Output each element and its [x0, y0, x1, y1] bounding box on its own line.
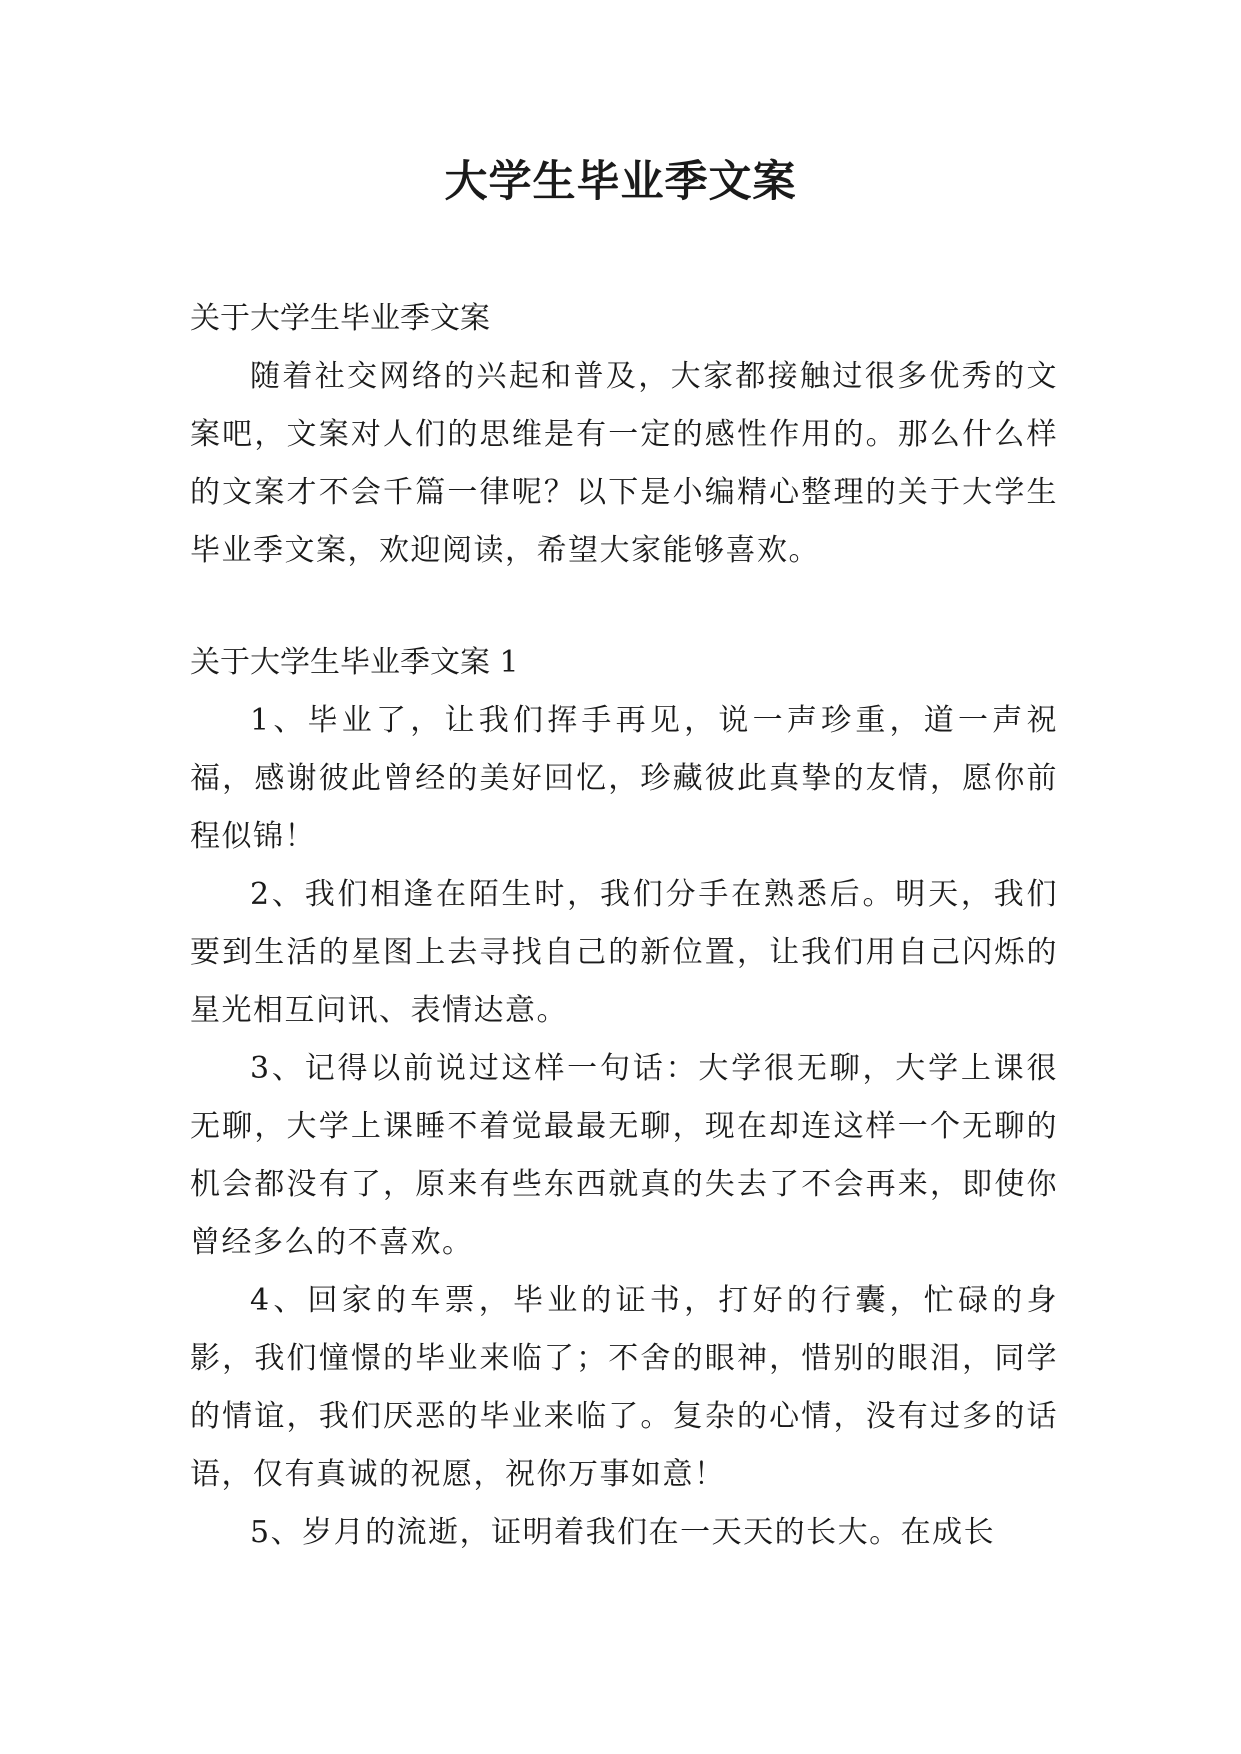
- list-item: 2、我们相逢在陌生时，我们分手在熟悉后。明天，我们要到生活的星图上去寻找自己的新位置，让我们用自己闪烁的星光相互问讯、表情达意。: [190, 877, 1058, 1028]
- document-title: 大学生毕业季文案: [444, 157, 797, 207]
- list-item: 4、回家的车票，毕业的证书，打好的行囊，忙碌的身影，我们憧憬的毕业来临了；不舍的眼神，惜别的眼泪，同学的情谊，我们厌恶的毕业来临了。复杂的心情，没有过多的话语，仅有真诚的祝愿，祝你万事如意！: [190, 1283, 1058, 1492]
- document-body: [190, 290, 1058, 1562]
- intro-paragraph: 随着社交网络的兴起和普及，大家都接触过很多优秀的文案吧，文案对人们的思维是有一定的感性作用的。那么什么样的文案才不会千篇一律呢？以下是小编精心整理的关于大学生毕业季文案，欢迎阅读，希望大家能够喜欢。: [190, 359, 1058, 568]
- intro-heading: 关于大学生毕业季文案: [190, 301, 490, 336]
- list-item: 3、记得以前说过这样一句话：大学很无聊，大学上课很无聊，大学上课睡不着觉最最无聊，现在却连这样一个无聊的机会都没有了，原来有些东西就真的失去了不会再来，即使你曾经多么的不喜欢。: [190, 1051, 1058, 1260]
- list-item: 1、毕业了，让我们挥手再见，说一声珍重，道一声祝福，感谢彼此曾经的美好回忆，珍藏彼此真挚的友情，愿你前程似锦！: [190, 703, 1058, 854]
- list-item: 5、岁月的流逝，证明着我们在一天天的长大。在成长: [250, 1515, 996, 1550]
- section-heading: 关于大学生毕业季文案 1: [190, 645, 519, 680]
- section-spacer: [190, 580, 1058, 634]
